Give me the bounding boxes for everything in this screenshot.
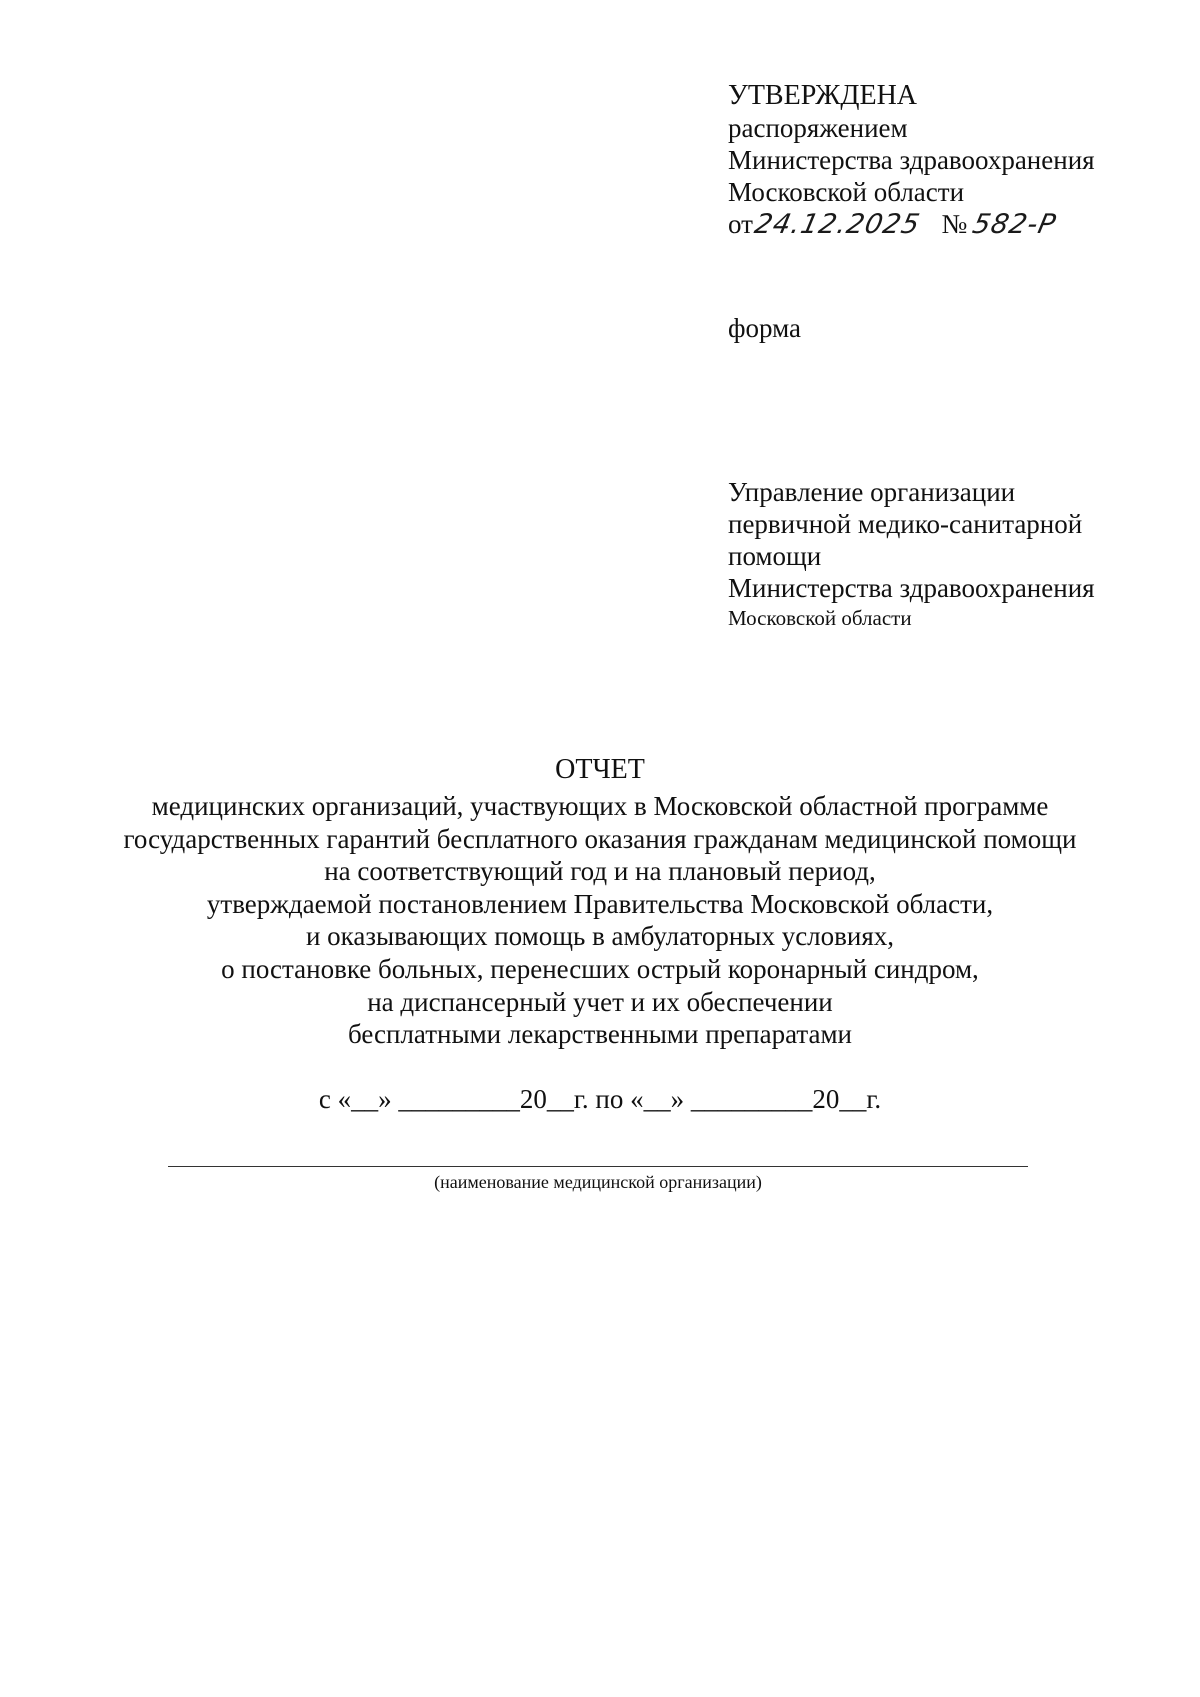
report-line-3: на соответствующий год и на плановый период, bbox=[324, 856, 876, 887]
approval-date-line bbox=[728, 208, 1168, 241]
report-title: ОТЧЕТ bbox=[555, 754, 645, 785]
approval-line-2: Министерства здравоохранения bbox=[728, 145, 1095, 175]
report-line-1: медицинских организаций, участвующих в Московской областной программе bbox=[151, 791, 1049, 821]
report-line-6: о постановке больных, перенесших острый коронарный синдром, bbox=[221, 953, 979, 984]
report-period: с «__» _________20__г. по «__» _________20__г. bbox=[318, 1084, 882, 1114]
date-prefix: от bbox=[728, 209, 753, 239]
report-line-2: государственных гарантий бесплатного оказания гражданам медицинской помощи bbox=[123, 823, 1077, 854]
handwritten-number: 582-Р bbox=[970, 209, 1060, 240]
form-label: форма bbox=[728, 313, 801, 343]
approval-heading: УТВЕРЖДЕНА bbox=[728, 80, 918, 111]
addressee-line-2: первичной медико-санитарной bbox=[728, 509, 1083, 539]
approval-block bbox=[728, 80, 1168, 241]
approval-line-1: распоряжением bbox=[728, 113, 908, 143]
number-prefix: № bbox=[941, 209, 968, 239]
report-line-7: на диспансерный учет и их обеспечении bbox=[367, 986, 833, 1017]
handwritten-date: 24.12.2025 bbox=[751, 209, 923, 240]
organization-name-line bbox=[168, 1166, 1028, 1167]
addressee-line-1: Управление организации bbox=[728, 477, 1016, 507]
report-line-8: бесплатными лекарственными препаратами bbox=[347, 1019, 853, 1050]
organization-caption: (наименование медицинской организации) bbox=[434, 1172, 762, 1192]
addressee-line-4: Министерства здравоохранения bbox=[728, 573, 1095, 603]
addressee-block bbox=[728, 476, 1168, 632]
addressee-line-3: помощи bbox=[728, 541, 822, 571]
approval-line-3: Московской области bbox=[728, 177, 965, 207]
report-line-4: утверждаемой постановлением Правительства Московской области, bbox=[206, 888, 994, 919]
report-description bbox=[60, 790, 1140, 1051]
report-line-5: и оказывающих помощь в амбулаторных условиях, bbox=[305, 921, 895, 952]
addressee-line-5: Московской области bbox=[728, 606, 912, 630]
